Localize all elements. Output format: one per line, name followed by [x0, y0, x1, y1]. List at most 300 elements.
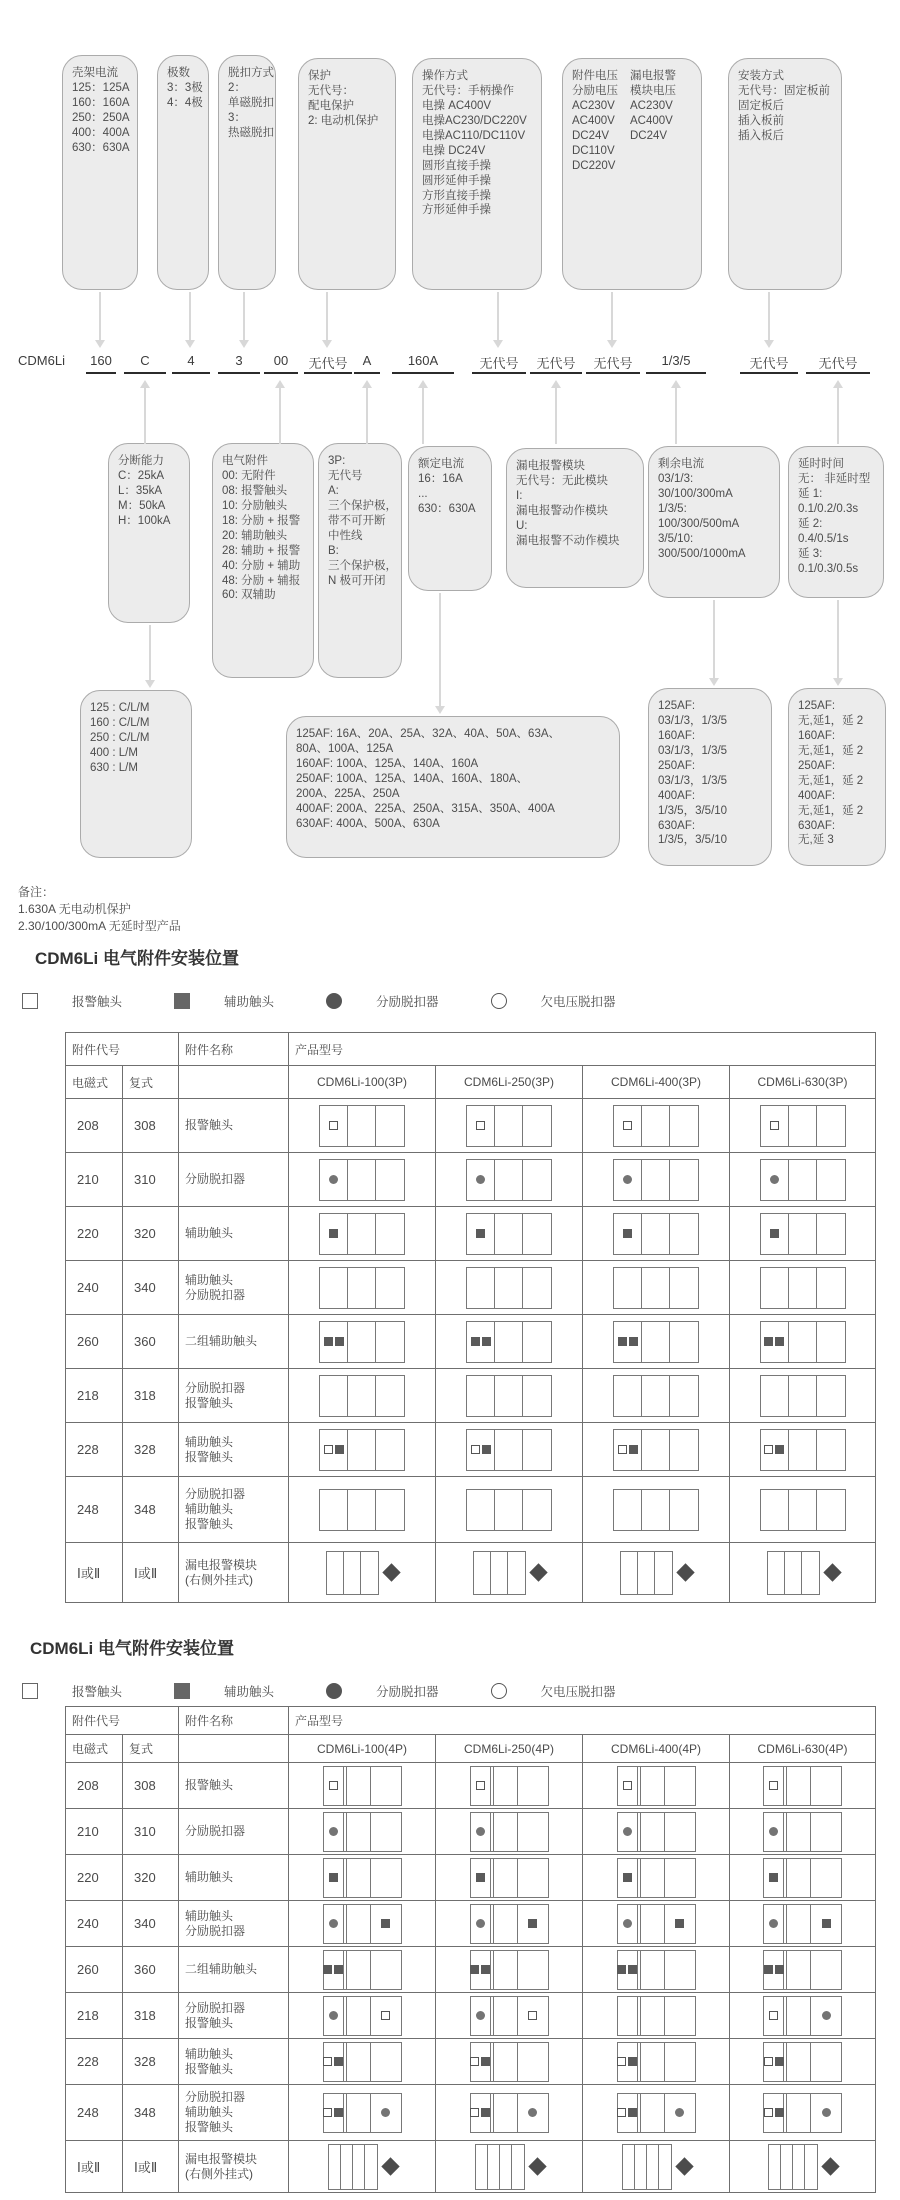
pole-position-box [319, 1267, 405, 1309]
callout-line: 3P: [328, 455, 346, 467]
pole-cell [471, 1859, 491, 1897]
pole-cell [817, 1106, 845, 1146]
pole-cell [811, 1767, 841, 1805]
position-cell [289, 2085, 436, 2141]
pole-cell [641, 2094, 665, 2132]
aux-contact-icon [629, 1445, 638, 1454]
callout-line: 400AF: [658, 789, 696, 802]
position-cell [730, 1261, 876, 1315]
position-cell [730, 1993, 876, 2039]
position-cell [730, 2141, 876, 2193]
callout-line: 400AF: [798, 789, 836, 802]
arrow-up-head-icon [418, 380, 428, 388]
pole-cell [467, 1268, 495, 1308]
position-diagram [617, 1950, 696, 1990]
position-diagram [617, 2042, 696, 2082]
accessory-name-cell [179, 2085, 289, 2141]
aux-contact-icon [323, 1965, 332, 1974]
callout-line: 延时时间 [798, 458, 844, 470]
callout-line: 三个保护极， [328, 499, 397, 512]
accessory-name-cell [179, 2039, 289, 2085]
accessory-name-cell [179, 1477, 289, 1543]
pole-cell [787, 1905, 811, 1943]
pole-cell [329, 2145, 341, 2189]
accessory-name-cell [179, 1763, 289, 1809]
position-diagram [763, 2093, 842, 2133]
electromagnetic-code-cell: 218 [66, 1369, 123, 1423]
position-cell [730, 1477, 876, 1543]
legend-4p [22, 1682, 668, 1700]
pole-cell [347, 1767, 371, 1805]
pole-position-box [319, 1213, 405, 1255]
pole-position-box [323, 1812, 402, 1852]
pole-cell [670, 1322, 698, 1362]
accessory-name-line: 辅助触头 [185, 1908, 234, 1923]
aux-contact-icon [471, 1337, 480, 1346]
callout-box-operation-mode [412, 58, 542, 290]
aux-contact-icon [623, 1873, 632, 1882]
callout-line: 保护 [308, 70, 331, 82]
code-segment: 无代号 [806, 353, 870, 374]
callout-line: 操作方式 [422, 70, 468, 82]
position-cell [436, 1809, 583, 1855]
pole-cell [665, 2043, 695, 2081]
position-cell [730, 1207, 876, 1261]
alarm-contact-icon [764, 2057, 773, 2066]
arrow-down-head-icon [435, 706, 445, 714]
pole-cell [347, 1813, 371, 1851]
alarm-contact-icon [329, 1121, 338, 1130]
callout-line: 延 3: [798, 547, 823, 560]
callout-line: 125：125A [72, 81, 130, 94]
table-row [66, 2085, 876, 2141]
accessory-name-line: 报警触头 [185, 1118, 234, 1132]
callout-line: 漏电报警动作模块 [516, 504, 608, 517]
table-row [66, 1993, 876, 2039]
aux-contact-icon [775, 1337, 784, 1346]
header-model: CDM6Li-630(4P) [730, 1735, 876, 1763]
aux-contact-icon [628, 1965, 637, 1974]
position-diagram [763, 1766, 842, 1806]
pole-cell [471, 1905, 491, 1943]
pole-cell [518, 2043, 548, 2081]
pole-position-box [617, 1858, 696, 1898]
aux-contact-icon [623, 1229, 632, 1238]
callout-line: 无,延 3 [798, 834, 834, 847]
pole-cell [353, 2145, 365, 2189]
arrow-down-icon [713, 600, 715, 679]
pole-cell [618, 2043, 638, 2081]
alarm-contact-icon [476, 1781, 485, 1790]
position-diagram [319, 1105, 405, 1147]
arrow-down-icon [837, 600, 839, 679]
position-cell [583, 1763, 730, 1809]
shunt-release-icon [329, 1175, 338, 1184]
position-diagram [466, 1429, 552, 1471]
position-diagram [760, 1429, 846, 1471]
callout-line: 4：4极 [167, 96, 203, 109]
position-cell [436, 2039, 583, 2085]
position-cell [436, 1261, 583, 1315]
arrow-up-head-icon [551, 380, 561, 388]
callout-line: 0.1/0.3/0.5s [798, 562, 859, 575]
callout-box-residual-by-frame [648, 688, 772, 866]
callout-box-trip-mode [218, 55, 276, 290]
position-cell [583, 1477, 730, 1543]
aux-contact-icon [334, 2057, 343, 2066]
shunt-release-icon [822, 2011, 831, 2020]
position-diagram [760, 1489, 846, 1531]
shunt-release-icon [381, 2108, 390, 2117]
accessory-name-line: 分励脱扣器 [185, 1487, 246, 1501]
pole-position-box [323, 2042, 402, 2082]
pole-cell [789, 1322, 817, 1362]
compound-code-cell: 310 [123, 1809, 179, 1855]
pole-cell [642, 1322, 670, 1362]
legend-item [326, 992, 439, 1010]
pole-cell [817, 1160, 845, 1200]
pole-cell [376, 1268, 404, 1308]
pole-cell [811, 2043, 841, 2081]
accessory-position-table [65, 1032, 876, 1603]
compound-code-cell: 320 [123, 1207, 179, 1261]
callout-line: 热磁脱扣 [228, 126, 274, 139]
pole-position-box [613, 1321, 699, 1363]
callout-line: 400 : L/M [90, 746, 138, 759]
aux-contact-icon [334, 2108, 343, 2117]
electromagnetic-code-cell: 210 [66, 1153, 123, 1207]
position-diagram [760, 1375, 846, 1417]
callout-line: 无,延1，延 2 [798, 714, 864, 727]
pole-cell [811, 2094, 841, 2132]
shunt-release-icon [623, 1919, 632, 1928]
accessory-name-line: 报警触头 [185, 2061, 234, 2076]
pole-cell [802, 1552, 819, 1594]
position-diagram [470, 1950, 549, 1990]
electromagnetic-code-cell: 228 [66, 1423, 123, 1477]
pole-cell [785, 1552, 802, 1594]
pole-cell [518, 1905, 548, 1943]
pole-cell [811, 1813, 841, 1851]
arrow-down-head-icon [833, 678, 843, 686]
header-compound: 复式 [123, 1066, 179, 1099]
pole-cell [642, 1106, 670, 1146]
pole-position-box [326, 1551, 379, 1595]
callout-line: 漏电报警模块 [516, 460, 585, 472]
note-line: 1.630A 无电动机保护 [18, 901, 131, 916]
leakage-module-diamond-icon [381, 2157, 399, 2175]
position-cell [583, 1809, 730, 1855]
pole-cell [811, 1951, 841, 1989]
alarm-contact-icon [623, 1781, 632, 1790]
position-diagram [319, 1375, 405, 1417]
position-cell [730, 1947, 876, 1993]
position-cell [436, 1315, 583, 1369]
pole-position-box [613, 1267, 699, 1309]
compound-code-cell: 328 [123, 2039, 179, 2085]
pole-cell [789, 1160, 817, 1200]
legend-3p [22, 992, 668, 1010]
pole-cell [614, 1268, 642, 1308]
arrow-down-head-icon [145, 680, 155, 688]
shunt-release-icon [476, 2011, 485, 2020]
position-diagram [617, 1766, 696, 1806]
pole-position-box [613, 1159, 699, 1201]
pole-cell [614, 1490, 642, 1530]
pole-cell [665, 2094, 695, 2132]
legend-label: 欠电压脱扣器 [540, 995, 616, 1009]
alarm-contact-icon [470, 2108, 479, 2117]
arrow-down-icon [189, 292, 191, 341]
code-segment: 3 [218, 353, 260, 374]
open-circle-icon [491, 1683, 507, 1699]
leakage-module-diamond-icon [382, 1563, 400, 1581]
arrow-up-head-icon [275, 380, 285, 388]
pole-cell [618, 1813, 638, 1851]
position-diagram [613, 1489, 699, 1531]
callout-line: 脱扣方式 [228, 67, 274, 79]
pole-cell [494, 1951, 518, 1989]
pole-cell [789, 1268, 817, 1308]
shunt-release-icon [675, 2108, 684, 2117]
callout-line: 电操 DC24V [422, 144, 486, 157]
pole-cell [494, 1767, 518, 1805]
position-cell [289, 1901, 436, 1947]
pole-cell [670, 1106, 698, 1146]
table-header-row [66, 1707, 876, 1735]
position-cell [730, 2039, 876, 2085]
notes [18, 884, 181, 934]
pole-cell [471, 1951, 491, 1989]
position-cell [730, 1543, 876, 1603]
compound-code-cell: 340 [123, 1261, 179, 1315]
pole-cell [348, 1160, 376, 1200]
arrow-down-head-icon [709, 678, 719, 686]
legend-item [326, 1682, 439, 1700]
position-diagram [613, 1375, 699, 1417]
compound-code-cell: Ⅰ或Ⅱ [123, 2141, 179, 2193]
electromagnetic-code-cell: 220 [66, 1207, 123, 1261]
pole-position-box [622, 2144, 672, 2190]
aux-contact-icon [324, 1337, 333, 1346]
accessory-name-line: 报警触头 [185, 1778, 234, 1792]
table-row [66, 1947, 876, 1993]
pole-cell [341, 2145, 353, 2189]
pole-cell [347, 1905, 371, 1943]
callout-line: 单磁脱扣 [228, 96, 274, 109]
pole-position-box [323, 2093, 402, 2133]
position-cell [289, 1207, 436, 1261]
callout-line: 安装方式 [738, 70, 784, 82]
pole-position-box [470, 1950, 549, 1990]
leakage-module-diamond-icon [528, 2157, 546, 2175]
pole-cell [641, 1997, 665, 2035]
header-name-spacer [179, 1066, 289, 1099]
position-diagram [319, 1267, 405, 1309]
pole-position-box [323, 1996, 402, 2036]
pole-cell [324, 2043, 344, 2081]
callout-line: 250AF: [798, 759, 836, 772]
pole-position-box [473, 1551, 526, 1595]
compound-code-cell: 360 [123, 1315, 179, 1369]
position-cell [436, 1369, 583, 1423]
arrow-up-icon [279, 387, 281, 444]
arrow-down-head-icon [493, 340, 503, 348]
pole-cell [495, 1430, 523, 1470]
callout-box-frame-current [62, 55, 138, 290]
header-accessory-code: 附件代号 [66, 1707, 179, 1735]
pole-cell [488, 2145, 500, 2189]
pole-cell [371, 2043, 401, 2081]
pole-cell [621, 1552, 638, 1594]
compound-code-cell: Ⅰ或Ⅱ [123, 1543, 179, 1603]
position-diagram [323, 1858, 402, 1898]
callout-line: 电气附件 [222, 455, 268, 467]
table-row [66, 2039, 876, 2085]
pole-cell [641, 2043, 665, 2081]
code-segment: 00 [264, 353, 298, 374]
alarm-contact-icon [324, 1445, 333, 1454]
callout-line: 630AF: 400A、500A、630A [296, 817, 440, 830]
position-diagram [617, 1904, 696, 1944]
compound-code-cell: 328 [123, 1423, 179, 1477]
aux-contact-icon [482, 1445, 491, 1454]
position-cell [289, 2039, 436, 2085]
aux-contact-icon [775, 2108, 784, 2117]
legend-item [22, 1682, 122, 1700]
pole-cell [376, 1322, 404, 1362]
pole-cell [376, 1376, 404, 1416]
callout-line: 电操AC230/DC220V [422, 114, 527, 127]
pole-cell [495, 1490, 523, 1530]
accessory-name-line: 辅助触头 [185, 1502, 234, 1516]
callout-line: ... [418, 487, 428, 500]
pole-cell [348, 1214, 376, 1254]
compound-code-cell: 310 [123, 1153, 179, 1207]
pole-position-box [319, 1489, 405, 1531]
pole-cell [817, 1268, 845, 1308]
accessory-name-cell [179, 1543, 289, 1603]
pole-cell [817, 1322, 845, 1362]
position-diagram [613, 1105, 699, 1147]
shunt-release-icon [770, 1175, 779, 1184]
position-cell [436, 1993, 583, 2039]
pole-cell [761, 1376, 789, 1416]
position-cell [436, 1947, 583, 1993]
callout-line: 160AF: 100A、125A、140A、160A [296, 757, 479, 770]
arrow-down-icon [439, 593, 441, 707]
callout-line: 630AF: [798, 819, 836, 832]
accessory-table-3p [65, 1032, 876, 1603]
pole-cell [647, 2145, 659, 2189]
position-diagram [323, 1904, 402, 1944]
pole-cell [642, 1490, 670, 1530]
position-cell [730, 1099, 876, 1153]
table-row [66, 1855, 876, 1901]
position-diagram [323, 2093, 402, 2133]
leakage-module-diamond-icon [675, 2157, 693, 2175]
code-segment: 4 [172, 353, 210, 374]
pole-cell [817, 1376, 845, 1416]
pole-cell [811, 1859, 841, 1897]
pole-position-box [620, 1551, 673, 1595]
position-diagram [763, 1996, 842, 2036]
position-diagram [475, 2144, 544, 2190]
pole-position-box [470, 1904, 549, 1944]
position-diagram [466, 1489, 552, 1531]
pole-cell [320, 1490, 348, 1530]
accessory-name-line: 辅助触头 [185, 1870, 234, 1884]
aux-contact-icon [675, 1919, 684, 1928]
callout-line: DC24V [630, 129, 668, 142]
callout-line: 3/5/10: [658, 532, 694, 545]
callout-line: 300/500/1000mA [658, 547, 746, 560]
pole-cell [471, 1767, 491, 1805]
open-square-icon [22, 1683, 38, 1699]
aux-contact-icon [618, 1337, 627, 1346]
accessory-name-line: 辅助触头 [185, 2105, 234, 2119]
callout-line: 80A、100A、125A [296, 742, 394, 755]
filled-circle-icon [326, 1683, 342, 1699]
pole-position-box [466, 1321, 552, 1363]
callout-line: 400：400A [72, 126, 130, 139]
accessory-name-line: (右侧外挂式) [185, 2166, 253, 2181]
compound-code-cell: 308 [123, 1763, 179, 1809]
legend-label: 分励脱扣器 [376, 995, 439, 1009]
position-cell [436, 1763, 583, 1809]
callout-line: 中性线 [328, 529, 363, 542]
header-model: CDM6Li-400(4P) [583, 1735, 730, 1763]
position-cell [730, 1809, 876, 1855]
position-cell [583, 1099, 730, 1153]
shunt-release-icon [329, 2011, 338, 2020]
callout-line: 160 : C/L/M [90, 716, 150, 729]
shunt-release-icon [476, 1827, 485, 1836]
pole-cell [638, 1552, 655, 1594]
pole-cell [670, 1430, 698, 1470]
table-row [66, 1763, 876, 1809]
callout-box-rated-current [408, 446, 492, 591]
aux-contact-icon [476, 1229, 485, 1238]
position-diagram [760, 1213, 846, 1255]
position-diagram [760, 1105, 846, 1147]
alarm-contact-icon [769, 1781, 778, 1790]
pole-position-box [466, 1213, 552, 1255]
aux-contact-icon [770, 1229, 779, 1238]
pole-position-box [767, 1551, 820, 1595]
code-segment: 160 [86, 353, 116, 374]
arrow-down-icon [497, 292, 499, 341]
pole-cell [642, 1430, 670, 1470]
callout-line: 3： [228, 111, 246, 124]
position-cell [436, 1153, 583, 1207]
pole-cell [641, 1767, 665, 1805]
alarm-contact-icon [769, 2011, 778, 2020]
position-diagram [763, 1858, 842, 1898]
pole-cell [523, 1376, 551, 1416]
callout-line: 无： 非延时型 [798, 472, 871, 485]
position-diagram [613, 1321, 699, 1363]
table-row [66, 1809, 876, 1855]
callout-line: 带不可开断 [328, 514, 386, 527]
position-diagram [760, 1267, 846, 1309]
callout-box-delay-time [788, 446, 884, 598]
accessory-name-cell [179, 1993, 289, 2039]
table-row [66, 1315, 876, 1369]
pole-cell [614, 1322, 642, 1362]
pole-cell [761, 1322, 789, 1362]
header-product-model: 产品型号 [289, 1033, 876, 1066]
